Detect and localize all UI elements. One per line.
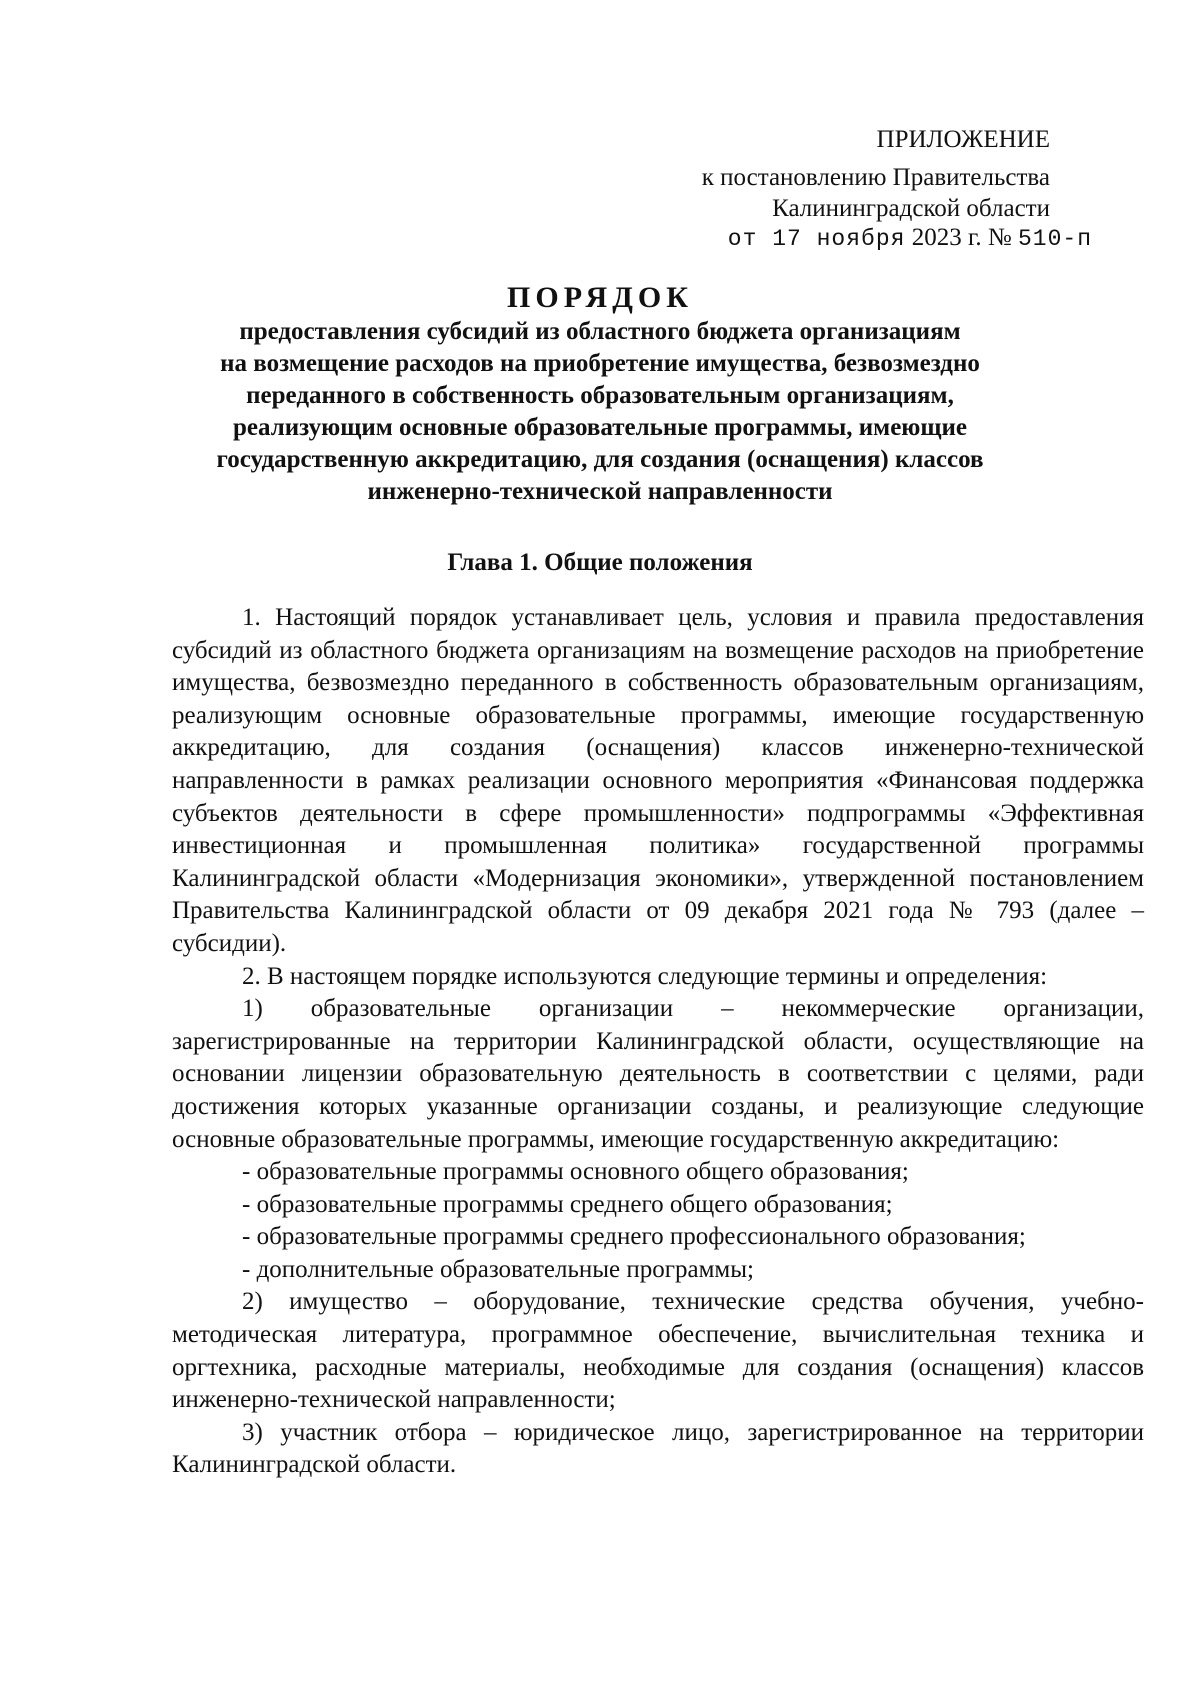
- paragraph-2: 2. В настоящем порядке используются следующие термины и определения:: [242, 962, 1048, 990]
- date-stamp: от 17 ноября: [727, 226, 906, 252]
- document-number: 510-п: [1017, 226, 1092, 252]
- subtitle-line: на возмещение расходов на приобретение имущества, безвозмездно: [220, 350, 980, 377]
- definition-1: 1) образовательные организации – некоммерческие организации, зарегистрированные на территории Калининградской области, осуществляющие на основании лицензии образовательную деятельность в соответствии с целями, ради достижения которых указанные организации созданы, и реализующие следующие основные образовательные программы, имеющие государственную аккредитацию:: [172, 995, 1144, 1153]
- chapter-heading: Глава 1. Общие положения: [447, 549, 753, 576]
- appendix-date-line: [728, 220, 1092, 257]
- subtitle-line: государственную аккредитацию, для создания (оснащения) классов: [216, 446, 984, 473]
- appendix-title: ПРИЛОЖЕНИЕ: [876, 126, 1050, 153]
- subtitle-line: переданного в собственность образовательным организациям,: [246, 382, 954, 409]
- list-item: - образовательные программы среднего профессионального образования;: [242, 1223, 1026, 1251]
- subtitle-line: предоставления субсидий из областного бюджета организациям: [239, 318, 961, 345]
- list-item: - дополнительные образовательные программы;: [242, 1255, 754, 1283]
- definition-3: 3) участник отбора – юридическое лицо, зарегистрированное на территории Калининградской области.: [172, 1418, 1144, 1479]
- definition-2: 2) имущество – оборудование, технические средства обучения, учебно-методическая литература, программное обеспечение, вычислительная техника и оргтехника, расходные материалы, необходимые для создания (оснащения) классов инженерно-технической направленности;: [172, 1288, 1144, 1414]
- document-subtitle: [150, 316, 1050, 508]
- subtitle-line: реализующим основные образовательные программы, имеющие: [232, 414, 968, 441]
- appendix-ref-line-1: к постановлению Правительства: [701, 164, 1050, 191]
- document-title: ПОРЯДОК: [507, 281, 693, 314]
- appendix-ref-line-2: Калининградской области: [772, 195, 1050, 222]
- subtitle-line: инженерно-технической направленности: [367, 478, 833, 505]
- document-body: [172, 602, 1144, 1482]
- list-item: - образовательные программы основного общего образования;: [242, 1158, 909, 1186]
- list-item: - образовательные программы среднего общего образования;: [242, 1190, 893, 1218]
- date-year: 2023 г. №: [911, 224, 1012, 251]
- paragraph-1: 1. Настоящий порядок устанавливает цель, условия и правила предоставления субсидий из областного бюджета организациям на возмещение расходов на приобретение имущества, безвозмездно переданного в собственность образовательным организациям, реализующим основные образовательные программы, имеющие государственную аккредитацию, для создания (оснащения) классов инженерно-технической направленности в рамках реализации основного мероприятия «Финансовая поддержка субъектов деятельности в сфере промышленности» подпрограммы «Эффективная инвестиционная и промышленная политика» государственной программы Калининградской области «Модернизация экономики», утвержденной постановлением Правительства Калининградской области от 09 декабря 2021 года № 793 (далее – субсидии).: [172, 604, 1144, 957]
